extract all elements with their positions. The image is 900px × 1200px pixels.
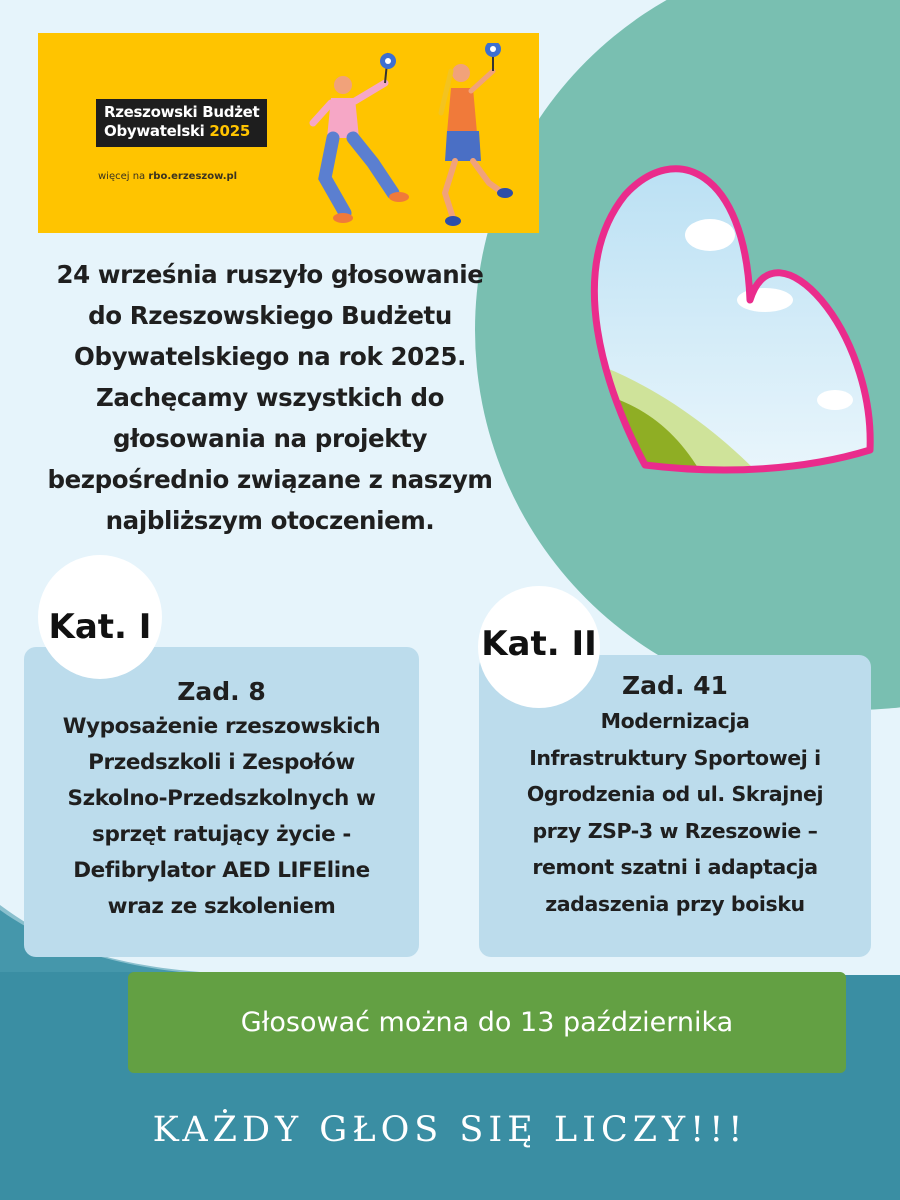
category1-line: sprzęt ratujący życie - bbox=[92, 822, 351, 847]
category1-description bbox=[24, 709, 419, 925]
banner-title-line1: Rzeszowski Budżet bbox=[104, 103, 260, 121]
category2-task: Zad. 41 bbox=[622, 671, 728, 700]
rbo-banner[interactable] bbox=[38, 33, 539, 233]
banner-year: 2025 bbox=[209, 122, 250, 140]
category2-line: zadaszenia przy boisku bbox=[545, 891, 805, 916]
slogan: KAŻDY GŁOS SIĘ LICZY!!! bbox=[152, 1110, 748, 1150]
category1-badge: Kat. I bbox=[38, 555, 162, 679]
intro-line: do Rzeszowskiego Budżetu bbox=[88, 301, 452, 330]
intro-line: głosowania na projekty bbox=[112, 424, 428, 453]
category2-line: Modernizacja bbox=[600, 709, 750, 733]
intro-line: Obywatelskiego na rok 2025. bbox=[74, 342, 466, 371]
category2-description bbox=[479, 703, 871, 922]
category2-line: przy ZSP-3 w Rzeszowie – bbox=[532, 818, 818, 843]
category2-line: Ogrodzenia od ul. Skrajnej bbox=[526, 782, 824, 806]
banner-url-prefix: więcej na bbox=[98, 171, 146, 182]
vote-deadline-button[interactable]: Głosować można do 13 października bbox=[128, 972, 846, 1073]
intro-text bbox=[30, 254, 510, 541]
category1-line: wraz ze szkoleniem bbox=[107, 894, 336, 919]
category1-line: Wyposażenie rzeszowskich bbox=[62, 714, 381, 739]
intro-line: najbliższym otoczeniem. bbox=[105, 506, 435, 535]
category1-line: Przedszkoli i Zespołów bbox=[88, 750, 355, 775]
dancing-people-illustration bbox=[293, 43, 523, 228]
banner-url[interactable] bbox=[98, 171, 237, 182]
intro-line: 24 września ruszyło głosowanie bbox=[56, 260, 484, 289]
banner-url-link[interactable]: rbo.erzeszow.pl bbox=[148, 171, 238, 182]
category1-line: Defibrylator AED LIFEline bbox=[73, 858, 370, 883]
pinwheel-icon-2 bbox=[485, 43, 501, 71]
intro-line: Zachęcamy wszystkich do bbox=[95, 383, 445, 412]
pinwheel-icon bbox=[380, 53, 396, 83]
heart-icon bbox=[585, 150, 885, 480]
category2-badge: Kat. II bbox=[478, 586, 600, 708]
category2-line: Infrastruktury Sportowej i bbox=[529, 745, 821, 770]
person-left bbox=[313, 76, 409, 223]
person-right bbox=[441, 64, 513, 226]
intro-line: bezpośrednio związane z naszym bbox=[47, 465, 493, 494]
banner-title-line2: Obywatelski bbox=[104, 122, 205, 140]
banner-title bbox=[96, 99, 267, 147]
category1-card bbox=[24, 647, 419, 957]
category1-line: Szkolno-Przedszkolnych w bbox=[67, 786, 376, 811]
category1-task: Zad. 8 bbox=[177, 677, 266, 706]
category2-line: remont szatni i adaptacja bbox=[532, 855, 818, 879]
